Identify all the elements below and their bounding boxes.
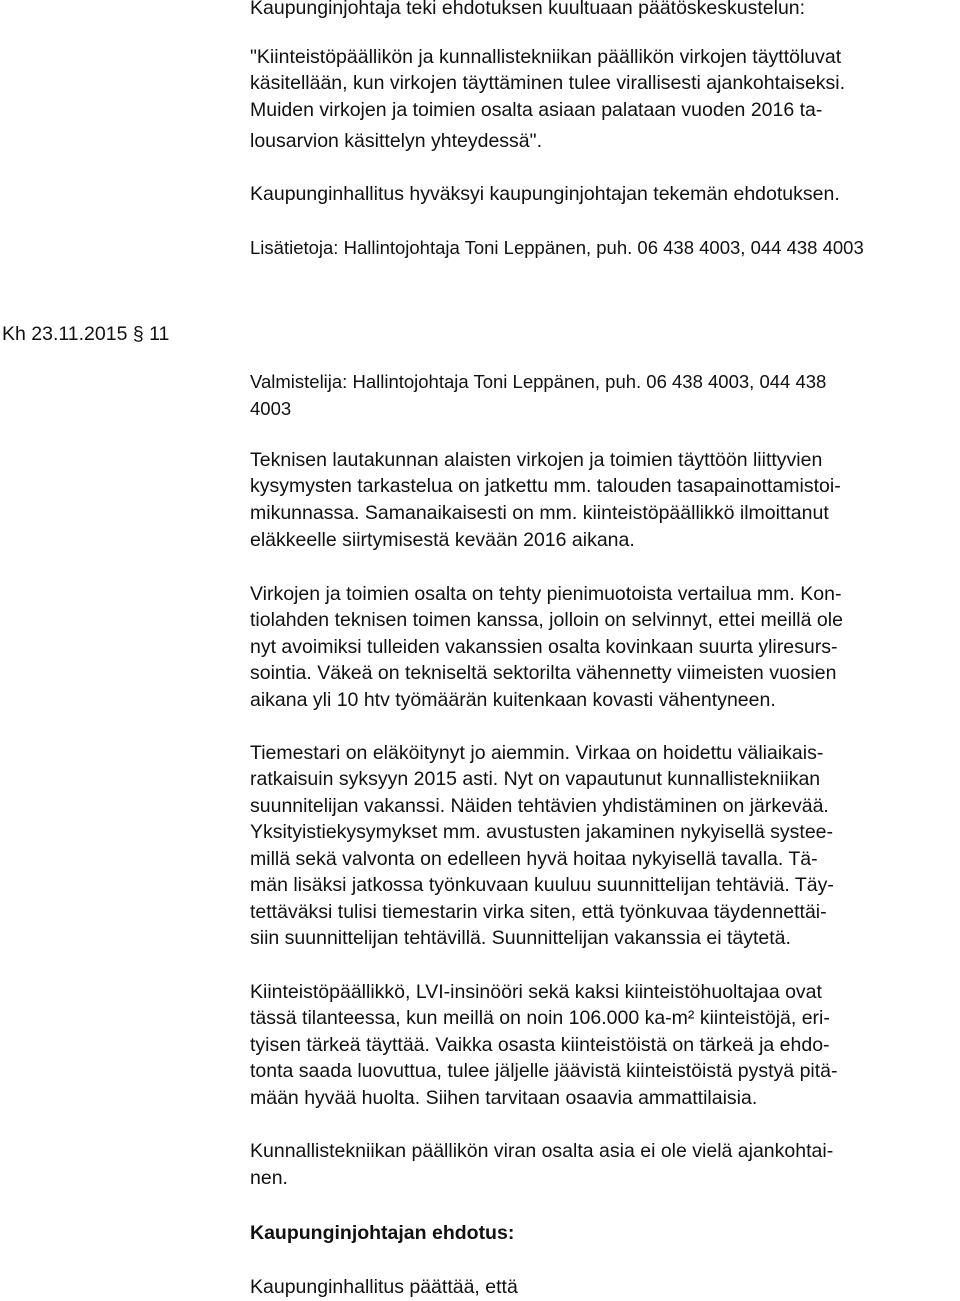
preparer-line: Valmistelija: Hallintojohtaja Toni Leppänen, puh. 06 438 4003, 044 438: [250, 371, 827, 392]
paragraph-line: mään hyvää huolta. Siihen tarvitaan osaavia ammattilaisia.: [250, 1087, 758, 1109]
paragraph-line: tettäväksi tulisi tiemestarin virka siten, että työnkuvaa täydennettäi-: [250, 901, 827, 923]
paragraph-line: millä sekä valvonta on edelleen hyvä hoitaa nykyisellä tavalla. Tä-: [250, 848, 818, 870]
quote-line: Muiden virkojen ja toimien osalta asiaan palataan vuoden 2016 ta-: [250, 99, 823, 121]
paragraph-line: tyisen tärkeä täyttää. Vaikka osasta kiinteistöistä on tärkeä ja ehdo-: [250, 1034, 830, 1056]
paragraph-line: Kunnallistekniikan päällikön viran osalta asia ei ole vielä ajankohtai-: [250, 1140, 834, 1162]
paragraph-line: Tiemestari on eläköitynyt jo aiemmin. Virkaa on hoidettu väliaikais-: [250, 742, 824, 764]
decision-text: Kaupunginhallitus hyväksyi kaupunginjohtajan tekemän ehdotuksen.: [250, 183, 840, 205]
paragraph-line: mikunnassa. Samanaikaisesti on mm. kiinteistöpäällikkö ilmoittanut: [250, 502, 829, 524]
proposal-heading: Kaupunginjohtajan ehdotus:: [250, 1222, 515, 1244]
meeting-reference: Kh 23.11.2015 § 11: [2, 323, 170, 345]
quote-line: "Kiinteistöpäällikön ja kunnallistekniikan päällikön virkojen täyttöluvat: [250, 46, 842, 68]
paragraph-line: siin suunnittelijan tehtävillä. Suunnittelijan vakanssia ei täytetä.: [250, 927, 791, 949]
paragraph-line: aikana yli 10 htv työmäärän kuitenkaan kovasti vähentyneen.: [250, 689, 776, 711]
paragraph-line: tonta saada luovuttua, tulee jäljelle jäävistä kiinteistöistä pystyä pitä-: [250, 1060, 838, 1082]
paragraph-line: Yksityistiekysymykset mm. avustusten jakaminen nykyisellä systee-: [250, 821, 834, 843]
quote-line: lousarvion käsittelyn yhteydessä".: [250, 130, 542, 152]
paragraph-line: män lisäksi jatkossa työnkuvaan kuuluu suunnittelijan tehtäviä. Täy-: [250, 874, 834, 896]
intro-text: Kaupunginjohtaja teki ehdotuksen kuultuaan päätöskeskustelun:: [250, 0, 806, 19]
paragraph-line: sointia. Väkeä on tekniseltä sektorilta vähennetty viimeisten vuosien: [250, 662, 837, 684]
quote-line: käsitellään, kun virkojen täyttäminen tulee virallisesti ajankohtaiseksi.: [250, 72, 846, 94]
paragraph-line: ratkaisuin syksyyn 2015 asti. Nyt on vapautunut kunnallistekniikan: [250, 768, 821, 790]
paragraph-line: Virkojen ja toimien osalta on tehty pienimuotoista vertailua mm. Kon-: [250, 583, 842, 605]
paragraph-line: eläkkeelle siirtymisestä kevään 2016 aikana.: [250, 529, 635, 551]
paragraph-line: nen.: [250, 1167, 288, 1189]
paragraph-line: tiolahden teknisen toimen kanssa, jolloin on selvinnyt, ettei meillä ole: [250, 609, 843, 631]
paragraph-line: tässä tilanteessa, kun meillä on noin 106.000 ka-m² kiinteistöjä, eri-: [250, 1007, 830, 1029]
paragraph-line: suunnitelijan vakanssi. Näiden tehtävien yhdistäminen on järkevää.: [250, 795, 829, 817]
preparer-line: 4003: [250, 398, 292, 419]
paragraph-line: nyt avoimiksi tulleiden vakanssien osalta kovinkaan suurta yliresurs-: [250, 636, 838, 658]
paragraph-line: kysymysten tarkastelua on jatkettu mm. talouden tasapainottamistoi-: [250, 475, 841, 497]
proposal-text: Kaupunginhallitus päättää, että: [250, 1276, 518, 1298]
paragraph-line: Kiinteistöpäällikkö, LVI-insinööri sekä kaksi kiinteistöhuoltajaa ovat: [250, 981, 822, 1003]
paragraph-line: Teknisen lautakunnan alaisten virkojen ja toimien täyttöön liittyvien: [250, 449, 823, 471]
contact-info: Lisätietoja: Hallintojohtaja Toni Leppänen, puh. 06 438 4003, 044 438 4003: [250, 237, 864, 258]
